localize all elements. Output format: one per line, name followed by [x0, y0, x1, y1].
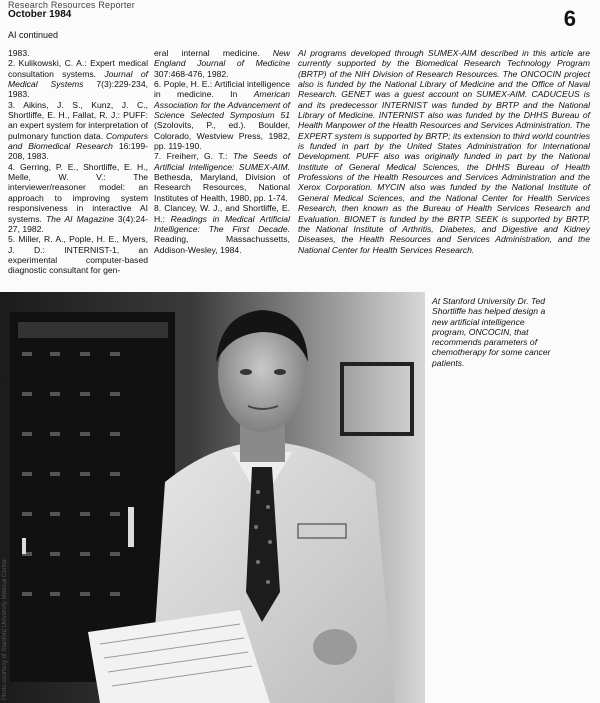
funding-note: AI programs developed through SUMEX-AIM described in this article are currently supported by the Biomedical Research Technology Program (BRTP) of the NIH Division of Research Resources. The ONCOCIN project also is funded by the National Library of Medicine and the Office of Naval Research. GENET was a guest account on SUMEX-AIM. CADUCEUS is and its predecessor INTERNIST was funded by BRTP and the National Library of Medicine. INTERNIST also was funded by the DHHS Bureau of Health Manpower of the Health Resources and Services Administration. The EXPERT system is supported by BRTP; its extension to third world countries is funded in part by the United States Administration for International Development. PUFF also was originally funded in part by the National Institute of General Medical Sciences, the DHHS Bureau of Health Professions of the Health Resources and Services Administration and the Xerox Corporation. MYCIN also was funded by the National Institute of General Medical Sciences, and the National Center for Health Services Research, then known as the Bureau of Health Services Research and Evaluation. BIONET is funded by the BRTP. SEEK is supported by BRTP, the National Institute of Arthritis, Diabetes, and Digestive and Kidney Diseases, the Health Resources and Services Administration, and the National Center for Health Services Research.	[298, 48, 590, 255]
reference-pre: 8. Clancey, W. J., and Shortliffe, E. H.:	[154, 203, 290, 224]
reference-post: 307:468-476, 1982.	[154, 68, 229, 79]
reference-post: Reading, Massachussetts, Addison-Wesley, 1984.	[154, 234, 290, 255]
reference-ital: The Seeds of Artificial Intelligence: SUMEX-AIM.	[154, 151, 291, 172]
references-column-1	[8, 48, 148, 276]
reference-entry	[154, 48, 290, 79]
masthead	[8, 0, 135, 20]
reference-pre: 4. Gerring, P. E., Shortliffe, E. H., Melle, W. V.: The interviewer/reasoner model: an approach to improving system responsiveness in interactive AI systems.	[8, 161, 148, 224]
reference-post: (Szolovits, P., ed.). Boulder, Colorado, Westview Press, 1982, pp. 119-190.	[154, 120, 290, 152]
reference-ital: Journal of Medical Systems	[8, 68, 148, 90]
reference-entry	[154, 79, 290, 151]
reference-pre: 7. Freiherr, G. T.:	[154, 151, 233, 162]
reference-entry	[8, 48, 148, 58]
publication-name: Research Resources Reporter	[8, 0, 135, 10]
reference-ital: New England Journal of Medicine	[154, 48, 290, 69]
reference-text: 1983.	[8, 48, 30, 58]
reference-pre: 2. Kulikowski, C. A.: Expert medical consultation systems.	[8, 58, 148, 79]
photo-illustration	[0, 292, 425, 703]
reference-pre: eral internal medicine.	[154, 48, 273, 58]
reference-ital: The AI Magazine	[45, 213, 114, 224]
photo-dr-shortliffe	[0, 292, 425, 703]
reference-entry	[8, 58, 148, 99]
continued-label: AI continued	[8, 30, 59, 40]
page-number: 6	[563, 6, 576, 31]
reference-post: Bethesda, Maryland, Division of Research Resources, National Institutes of Health, 1980, pp. 1-74.	[154, 172, 290, 203]
reference-pre: 3. Aikins, J. S., Kunz, J. C., Shortliffe, E. H., Fallat, R. J.: PUFF: an expert system for interpretation of pulmonary function data.	[8, 99, 148, 141]
reference-ital: Computers and Biomedical Research	[8, 130, 148, 152]
reference-pre: 5. Miller, R. A., Pople, H. E., Myers, J. D.: INTERNIST-1, an experimental computer-based diagnostic consultant for gen-	[8, 234, 148, 276]
photo-credit: Photo courtesy of Stanford University Medical Center	[2, 558, 8, 700]
reference-post: 3(4):24-27, 1982.	[8, 213, 148, 234]
photo-caption: At Stanford University Dr. Ted Shortliffe has helped design a new artificial intelligence program, ONCOCIN, that recommends parameters of chemotherapy for some cancer patients.	[432, 296, 551, 368]
reference-pre: 6. Pople, H. E.: Artificial intelligence in medicine. In	[154, 79, 290, 100]
reference-entry	[8, 234, 148, 275]
reference-ital: American Association for the Advancement of Science Selected Symposium 51	[154, 89, 290, 121]
reference-ital: Readings in Medical Artificial Intelligence: The First Decade.	[154, 213, 290, 234]
references-column-2	[154, 48, 290, 255]
reference-post: 7(3):229-234, 1983.	[8, 79, 148, 100]
reference-post: 16:199-208, 1983.	[8, 141, 148, 162]
funding-note-column	[298, 48, 590, 255]
issue-date: October 1984	[8, 9, 72, 20]
reference-entry	[8, 100, 148, 162]
reference-entry	[154, 151, 290, 203]
reference-entry	[154, 203, 290, 255]
reference-entry	[8, 162, 148, 234]
